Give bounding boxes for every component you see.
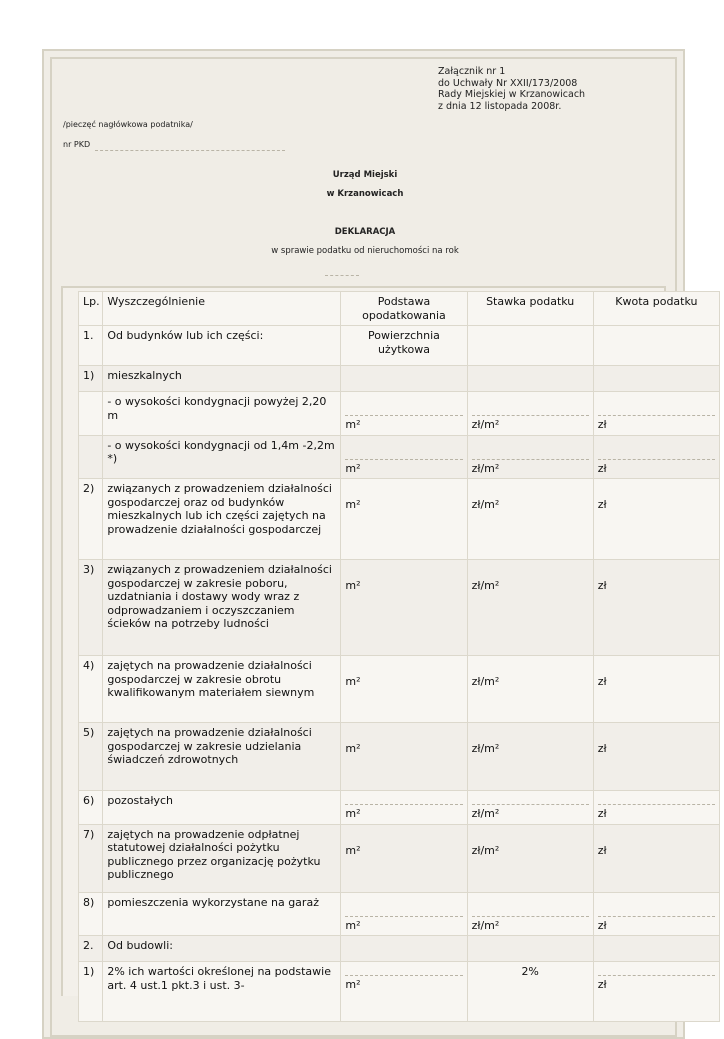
office-name: Urząd Miejski <box>332 170 398 180</box>
annex-line-2: do Uchwały Nr XXII/173/2008 <box>438 77 578 89</box>
office-location: w Krzanowicach <box>326 189 404 199</box>
row-rate-unit: zł/m² <box>472 459 589 476</box>
row-amount-cell[interactable] <box>593 892 719 936</box>
header-description: Wyszczególnienie <box>103 292 341 326</box>
row-description: Od budynków lub ich części: <box>103 326 341 366</box>
header-base: Podstawa opodatkowania <box>341 292 467 326</box>
row-lp <box>79 392 103 436</box>
declaration-title: DEKLARACJA <box>334 227 396 237</box>
table-row <box>79 392 720 436</box>
row-description: - o wysokości kondygnacji od 1,4m -2,2m *) <box>103 435 341 479</box>
annex-header <box>438 66 585 112</box>
row-rate-cell[interactable] <box>467 560 593 656</box>
row-lp: 6) <box>79 791 103 825</box>
row-rate-cell[interactable] <box>467 656 593 723</box>
row-rate-cell[interactable] <box>467 392 593 436</box>
row-rate-unit: zł/m² <box>471 675 500 688</box>
row-amount-cell[interactable] <box>593 435 719 479</box>
row-base-unit: m² <box>345 843 361 857</box>
row-amount-unit: zł <box>598 804 715 821</box>
row-amount-unit: zł <box>598 415 715 432</box>
row-rate <box>467 326 593 366</box>
row-lp: 4) <box>79 656 103 723</box>
row-lp: 8) <box>79 892 103 936</box>
row-base-cell[interactable] <box>341 656 467 723</box>
table-row <box>79 791 720 825</box>
year-input-line[interactable] <box>325 275 359 276</box>
row-rate-unit: zł/m² <box>471 843 500 857</box>
row-lp: 7) <box>79 824 103 892</box>
tax-table <box>78 291 720 1022</box>
row-description: związanych z prowadzeniem działalności gospodarczej oraz od budynków mieszkalnych lub ich części zajętych na prowadzenie działalności gospodarczej <box>103 479 341 560</box>
row-rate-unit: zł/m² <box>471 579 500 592</box>
row-description: związanych z prowadzeniem działalności gospodarczej w zakresie poboru, uzdatniania i dostawy wody wraz z odprowadzaniem i oczyszczaniem ścieków na potrzeby ludności <box>103 560 341 656</box>
row-lp <box>79 435 103 479</box>
row-amount-unit: zł <box>597 742 607 755</box>
row-base-cell[interactable] <box>341 723 467 791</box>
row-base-unit: m² <box>345 804 462 821</box>
table-row <box>79 656 720 723</box>
row-amount-cell[interactable] <box>593 791 719 825</box>
row-base-cell[interactable] <box>341 824 467 892</box>
row-base-cell[interactable] <box>341 560 467 656</box>
annex-line-1: Załącznik nr 1 <box>438 66 506 77</box>
row-description: 2% ich wartości określonej na podstawie art. 4 ust.1 pkt.3 i ust. 3- <box>103 962 341 1022</box>
row-amount-unit: zł <box>597 579 607 592</box>
row-amount-unit: zł <box>597 675 607 688</box>
row-lp: 5) <box>79 723 103 791</box>
row-rate <box>467 366 593 392</box>
row-base-cell[interactable] <box>341 392 467 436</box>
table-row <box>79 326 720 366</box>
row-description: zajętych na prowadzenie działalności gospodarczej w zakresie udzielania świadczeń zdrowotnych <box>103 723 341 791</box>
row-description: pozostałych <box>103 791 341 825</box>
row-base-cell[interactable] <box>341 892 467 936</box>
row-amount-unit: zł <box>598 459 715 476</box>
table-row <box>79 936 720 962</box>
row-rate-unit: zł/m² <box>471 498 500 511</box>
annex-line-4: z dnia 12 listopada 2008r. <box>438 100 562 112</box>
row-lp: 2) <box>79 479 103 560</box>
header-rate: Stawka podatku <box>467 292 593 326</box>
row-amount-cell[interactable] <box>593 962 719 1022</box>
row-rate <box>467 936 593 962</box>
row-rate-cell[interactable] <box>467 824 593 892</box>
row-lp: 2. <box>79 936 103 962</box>
row-amount-cell[interactable] <box>593 723 719 791</box>
declaration-subtitle: w sprawie podatku od nieruchomości na rok <box>271 246 459 256</box>
row-base-cell[interactable] <box>341 791 467 825</box>
row-base <box>341 936 467 962</box>
row-amount-cell[interactable] <box>593 479 719 560</box>
tax-table-container <box>61 286 698 996</box>
row-lp: 1) <box>79 366 103 392</box>
row-rate-unit: zł/m² <box>472 804 589 821</box>
row-rate-unit: zł/m² <box>472 916 589 933</box>
table-row <box>79 366 720 392</box>
header-lp: Lp. <box>79 292 103 326</box>
row-rate-cell[interactable] <box>467 479 593 560</box>
table-row <box>79 479 720 560</box>
row-lp: 3) <box>79 560 103 656</box>
header-amount: Kwota podatku <box>593 292 719 326</box>
annex-line-3: Rady Miejskiej w Krzanowicach <box>438 89 586 100</box>
row-amount-cell[interactable] <box>593 656 719 723</box>
row-base-unit: m² <box>345 498 361 511</box>
row-base-unit: m² <box>345 742 361 755</box>
row-base-unit: m² <box>345 459 462 476</box>
taxpayer-stamp-label: /pieczęć nagłówkowa podatnika/ <box>63 120 193 129</box>
row-rate: 2% <box>467 962 593 1022</box>
row-amount-unit: zł <box>598 916 715 933</box>
row-amount-unit: zł <box>597 498 607 511</box>
row-amount-cell[interactable] <box>593 392 719 436</box>
row-description: Od budowli: <box>103 936 341 962</box>
row-description: zajętych na prowadzenie odpłatnej statutowej działalności pożytku publicznego przez organizację pożytku publicznego <box>103 824 341 892</box>
row-amount <box>593 366 719 392</box>
pkd-label: nr PKD <box>63 140 91 149</box>
row-rate-cell[interactable] <box>467 791 593 825</box>
row-lp: 1. <box>79 326 103 366</box>
row-rate-unit: zł/m² <box>472 415 589 432</box>
row-amount-cell[interactable] <box>593 560 719 656</box>
table-row <box>79 560 720 656</box>
row-base-cell[interactable] <box>341 962 467 1022</box>
table-row <box>79 962 720 1022</box>
row-description: - o wysokości kondygnacji powyżej 2,20 m <box>103 392 341 436</box>
row-description: zajętych na prowadzenie działalności gospodarczej w zakresie obrotu kwalifikowanym materiałem siewnym <box>103 656 341 723</box>
row-rate-cell[interactable] <box>467 892 593 936</box>
row-description: mieszkalnych <box>103 366 341 392</box>
row-amount-unit: zł <box>597 843 607 857</box>
table-header-row <box>79 292 720 326</box>
table-row <box>79 892 720 936</box>
row-base-cell[interactable] <box>341 435 467 479</box>
row-base <box>341 366 467 392</box>
row-rate-unit: zł/m² <box>471 742 500 755</box>
row-description: pomieszczenia wykorzystane na garaż <box>103 892 341 936</box>
row-base-unit: m² <box>345 579 361 592</box>
pkd-input-line[interactable] <box>95 150 285 151</box>
row-amount <box>593 936 719 962</box>
row-base-unit: m² <box>345 916 462 933</box>
table-row <box>79 723 720 791</box>
row-base-unit: m² <box>345 415 462 432</box>
row-amount-cell[interactable] <box>593 824 719 892</box>
row-base-cell[interactable] <box>341 479 467 560</box>
row-rate-cell[interactable] <box>467 435 593 479</box>
row-base-unit: m² <box>345 975 462 992</box>
row-amount <box>593 326 719 366</box>
table-row <box>79 435 720 479</box>
row-amount-unit: zł <box>598 975 715 992</box>
table-row <box>79 824 720 892</box>
row-base: Powierzchnia użytkowa <box>341 326 467 366</box>
row-rate-cell[interactable] <box>467 723 593 791</box>
row-base-unit: m² <box>345 675 361 688</box>
row-lp: 1) <box>79 962 103 1022</box>
